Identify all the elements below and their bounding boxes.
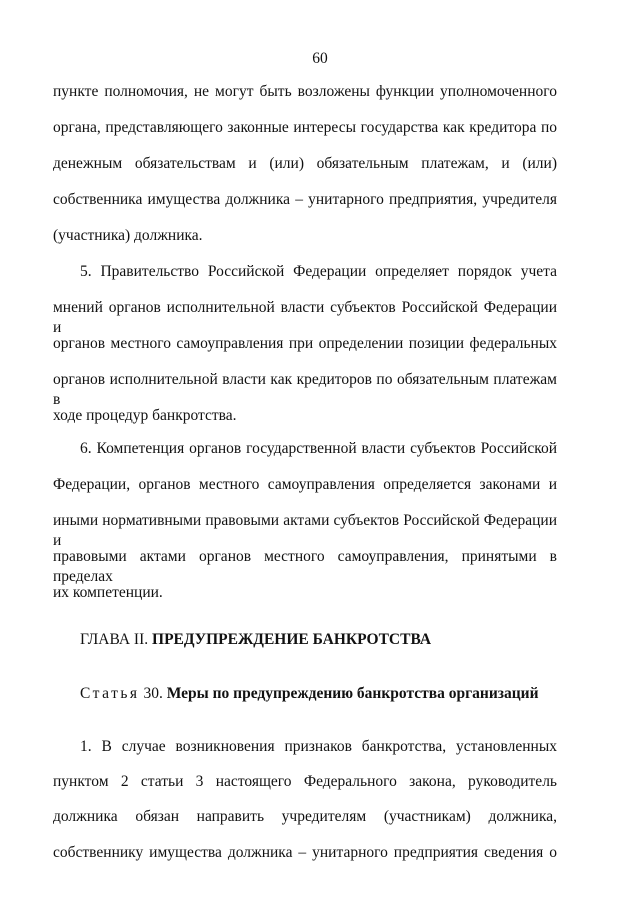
text-line: собственника имущества должника – унитарного предприятия, учредителя — [53, 191, 557, 208]
chapter-heading — [80, 631, 431, 649]
text-line: должника обязан направить учредителям (участникам) должника, — [53, 808, 557, 825]
article-heading — [80, 685, 539, 703]
text-line: правовыми актами органов местного самоуправления, принятыми в пределах — [53, 548, 557, 585]
text-line: денежным обязательствам и (или) обязательным платежам, и (или) — [53, 155, 557, 172]
page-number: 60 — [312, 50, 328, 67]
article-label: Статья — [80, 685, 140, 702]
article-number: 30. — [143, 685, 163, 702]
text-line: пунктом 2 статьи 3 настоящего Федерального закона, руководитель — [53, 773, 557, 790]
text-line: органов местного самоуправления при определении позиции федеральных — [53, 335, 557, 352]
text-line: 1. В случае возникновения признаков банкротства, установленных — [80, 738, 557, 755]
text-line: органа, представляющего законные интересы государства как кредитора по — [53, 119, 557, 136]
text-line: собственнику имущества должника – унитарного предприятия сведения о — [53, 844, 557, 861]
chapter-title: ПРЕДУПРЕЖДЕНИЕ БАНКРОТСТВА — [152, 631, 432, 648]
text-line: (участника) должника. — [53, 227, 203, 244]
text-line: 5. Правительство Российской Федерации определяет порядок учета — [80, 263, 557, 280]
text-line: пункте полномочия, не могут быть возложены функции уполномоченного — [53, 83, 557, 100]
text-line: органов исполнительной власти как кредиторов по обязательным платежам в — [53, 371, 557, 408]
text-line: их компетенции. — [53, 584, 163, 601]
text-line: мнений органов исполнительной власти субъектов Российской Федерации и — [53, 299, 557, 336]
text-line: ходе процедур банкротства. — [53, 407, 237, 424]
text-line: иными нормативными правовыми актами субъектов Российской Федерации и — [53, 512, 557, 549]
text-line: Федерации, органов местного самоуправления определяется законами и — [53, 476, 557, 493]
chapter-prefix: ГЛАВА II. — [80, 631, 149, 648]
text-line: 6. Компетенция органов государственной власти субъектов Российской — [80, 440, 557, 457]
article-title: Меры по предупреждению банкротства организаций — [166, 685, 539, 702]
